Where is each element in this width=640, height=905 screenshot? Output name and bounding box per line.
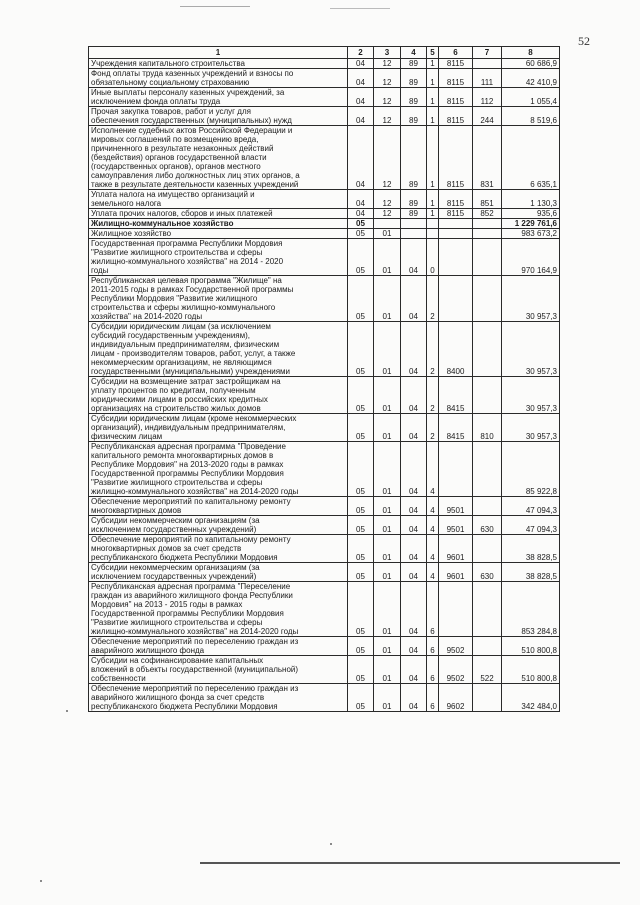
row-subsection: 01 [374,535,401,563]
table-row [89,516,560,535]
row-amount: 85 922,8 [502,442,560,497]
row-expense-type: 630 [473,563,502,582]
row-name: Уплата налога на имущество организаций и земельного налога [89,190,348,209]
row-direction: 9502 [439,637,473,656]
row-direction: 8115 [439,209,473,219]
table-row [89,563,560,582]
table-row [89,209,560,219]
row-subsection: 01 [374,239,401,276]
row-direction: 8115 [439,107,473,126]
row-amount: 983 673,2 [502,229,560,239]
row-direction [439,219,473,229]
row-amount: 510 800,8 [502,656,560,684]
row-expense-type [473,239,502,276]
row-program: 89 [401,59,427,69]
scan-speck [330,843,332,845]
row-subprogram: 1 [427,59,439,69]
row-amount: 47 094,3 [502,516,560,535]
row-section: 04 [348,190,374,209]
row-direction: 9601 [439,535,473,563]
table-row [89,377,560,414]
row-name: Государственная программа Республики Мордовия "Развитие жилищного строительства и сферы жилищно-коммунального хозяйства" на 2014 - 2020 годы [89,239,348,276]
row-program: 89 [401,88,427,107]
row-expense-type [473,582,502,637]
row-subsection: 12 [374,107,401,126]
row-expense-type: 112 [473,88,502,107]
table-row [89,582,560,637]
row-name: Прочая закупка товаров, работ и услуг для обеспечения государственных (муниципальных) нужд [89,107,348,126]
row-subsection: 01 [374,684,401,712]
row-program: 89 [401,69,427,88]
row-subprogram: 6 [427,684,439,712]
table-row [89,219,560,229]
row-section: 05 [348,516,374,535]
row-expense-type [473,59,502,69]
page-number: 52 [578,34,590,48]
column-header-program: 4 [401,47,427,59]
row-subsection: 01 [374,656,401,684]
row-subsection: 12 [374,126,401,190]
scan-artifact-top [180,6,250,7]
row-program: 04 [401,684,427,712]
row-subsection: 01 [374,497,401,516]
table-header-row [89,47,560,59]
column-header-amount: 8 [502,47,560,59]
row-program: 89 [401,107,427,126]
table-row [89,656,560,684]
scan-speck [66,710,68,712]
table-row [89,229,560,239]
row-direction: 8415 [439,377,473,414]
row-amount: 30 957,3 [502,414,560,442]
row-direction [439,442,473,497]
row-program: 04 [401,239,427,276]
row-subprogram [427,219,439,229]
row-section: 05 [348,239,374,276]
row-section: 05 [348,637,374,656]
row-expense-type: 831 [473,126,502,190]
row-direction: 9601 [439,563,473,582]
row-direction: 9501 [439,497,473,516]
row-program: 04 [401,516,427,535]
row-expense-type [473,229,502,239]
row-name: Республиканская целевая программа "Жилище" на 2011-2015 годы в рамках Государственной программы Республики Мордовия "Развитие жилищного строительства и сферы жилищно-коммунального хозяйства" на 2014-2020 годы [89,276,348,322]
row-subsection: 01 [374,582,401,637]
row-section: 04 [348,107,374,126]
row-direction: 9502 [439,656,473,684]
row-subsection: 01 [374,516,401,535]
row-name: Субсидии юридическим лицам (за исключением субсидий государственным учреждениям), индивидуальным предпринимателям, физическим лицам - производителям товаров, работ, услуг, а также некоммерческим организациям, не являющимся государственными (муниципальными) учреждениями [89,322,348,377]
row-expense-type [473,535,502,563]
row-name: Субсидии юридическим лицам (кроме некоммерческих организаций), индивидуальным предпринимателям, физическим лицам [89,414,348,442]
scan-artifact-top-2 [330,8,390,9]
row-program [401,229,427,239]
row-subsection: 01 [374,229,401,239]
row-program: 89 [401,209,427,219]
table-row [89,190,560,209]
row-program: 04 [401,377,427,414]
row-direction: 8115 [439,59,473,69]
row-subsection: 12 [374,69,401,88]
row-subprogram: 2 [427,322,439,377]
row-expense-type: 810 [473,414,502,442]
row-subsection: 01 [374,414,401,442]
row-name: Учреждения капитального строительства [89,59,348,69]
row-amount: 935,6 [502,209,560,219]
row-subsection: 12 [374,209,401,219]
row-subprogram: 1 [427,209,439,219]
row-subsection: 12 [374,88,401,107]
column-header-direction: 6 [439,47,473,59]
table-row [89,442,560,497]
row-direction [439,582,473,637]
column-header-name: 1 [89,47,348,59]
row-subprogram: 4 [427,497,439,516]
row-subprogram: 1 [427,107,439,126]
row-subprogram: 1 [427,190,439,209]
row-direction: 8400 [439,322,473,377]
column-header-subsection: 3 [374,47,401,59]
row-program: 04 [401,535,427,563]
row-name: Обеспечение мероприятий по переселению граждан из аварийного жилищного фонда за счет средств республиканского бюджета Республики Мордовия [89,684,348,712]
row-section: 05 [348,276,374,322]
row-subsection: 01 [374,377,401,414]
row-subsection: 01 [374,563,401,582]
row-program: 89 [401,126,427,190]
row-section: 05 [348,414,374,442]
row-amount: 6 635,1 [502,126,560,190]
row-program: 04 [401,276,427,322]
row-program: 04 [401,322,427,377]
row-direction: 9501 [439,516,473,535]
row-expense-type [473,684,502,712]
row-subprogram [427,229,439,239]
row-name: Субсидии некоммерческим организациям (за исключением государственных учреждений) [89,563,348,582]
row-expense-type [473,322,502,377]
row-subsection: 12 [374,190,401,209]
row-expense-type [473,637,502,656]
row-section: 05 [348,656,374,684]
row-name: Субсидии на возмещение затрат застройщикам на уплату процентов по кредитам, полученным юридическими лицами в российских кредитных организациях на строительство жилых домов [89,377,348,414]
row-subprogram: 0 [427,239,439,276]
row-section: 05 [348,535,374,563]
row-direction: 8415 [439,414,473,442]
row-amount: 1 130,3 [502,190,560,209]
row-name: Фонд оплаты труда казенных учреждений и взносы по обязательному социальному страхованию [89,69,348,88]
row-subprogram: 2 [427,414,439,442]
row-program: 04 [401,563,427,582]
row-expense-type: 244 [473,107,502,126]
row-section: 04 [348,126,374,190]
row-amount: 30 957,3 [502,322,560,377]
row-program: 04 [401,637,427,656]
row-amount: 510 800,8 [502,637,560,656]
row-subsection: 01 [374,442,401,497]
row-section: 05 [348,322,374,377]
row-expense-type: 852 [473,209,502,219]
row-subprogram: 4 [427,516,439,535]
table-row [89,239,560,276]
scan-artifact-bottom [200,862,620,864]
row-subprogram: 4 [427,535,439,563]
row-direction: 8115 [439,69,473,88]
row-program: 04 [401,656,427,684]
row-section: 05 [348,582,374,637]
row-subsection: 01 [374,322,401,377]
row-name: Субсидии некоммерческим организациям (за исключением государственных учреждений) [89,516,348,535]
row-subsection: 01 [374,276,401,322]
row-subprogram: 4 [427,442,439,497]
row-direction: 8115 [439,126,473,190]
row-subprogram: 2 [427,377,439,414]
table-row [89,497,560,516]
budget-table [88,46,560,712]
table-row [89,322,560,377]
row-expense-type [473,497,502,516]
row-name: Обеспечение мероприятий по переселению граждан из аварийного жилищного фонда [89,637,348,656]
row-amount: 8 519,6 [502,107,560,126]
column-header-expense-type: 7 [473,47,502,59]
table-row [89,88,560,107]
row-direction: 8115 [439,190,473,209]
row-section: 05 [348,684,374,712]
table-row [89,126,560,190]
table-row [89,684,560,712]
row-program: 04 [401,442,427,497]
column-header-subprogram: 5 [427,47,439,59]
row-expense-type: 851 [473,190,502,209]
row-amount: 970 164,9 [502,239,560,276]
row-expense-type [473,442,502,497]
row-section: 04 [348,69,374,88]
row-subprogram: 1 [427,126,439,190]
row-amount: 60 686,9 [502,59,560,69]
row-subprogram: 6 [427,656,439,684]
row-section: 05 [348,497,374,516]
row-name: Жилищно-коммунальное хозяйство [89,219,348,229]
row-subprogram: 6 [427,582,439,637]
column-header-section: 2 [348,47,374,59]
row-subprogram: 1 [427,88,439,107]
row-section: 05 [348,442,374,497]
row-section: 04 [348,209,374,219]
row-expense-type: 522 [473,656,502,684]
row-name: Республиканская адресная программа "Переселение граждан из аварийного жилищного фонда Республики Мордовия" на 2013 - 2015 годы в рамках Государственной программы Республики Мордовия "Развитие жилищного строительства и сферы жилищно-коммунального хозяйства" на 2014-2020 годы [89,582,348,637]
row-amount: 38 828,5 [502,535,560,563]
row-amount: 1 055,4 [502,88,560,107]
row-amount: 30 957,3 [502,276,560,322]
row-direction [439,239,473,276]
row-amount: 1 229 761,6 [502,219,560,229]
row-program: 89 [401,190,427,209]
row-amount: 47 094,3 [502,497,560,516]
row-name: Жилищное хозяйство [89,229,348,239]
row-name: Обеспечение мероприятий по капитальному ремонту многоквартирных домов [89,497,348,516]
row-name: Иные выплаты персоналу казенных учреждений, за исключением фонда оплаты труда [89,88,348,107]
row-section: 05 [348,219,374,229]
row-name: Субсидии на софинансирование капитальных вложений в объекты государственной (муниципальной) собственности [89,656,348,684]
row-name: Исполнение судебных актов Российской Федерации и мировых соглашений по возмещению вреда, причиненного в результате незаконных действий (бездействия) органов государственной власти (государственных органов), органов местного самоуправления либо должностных лиц этих органов, а также в результате деятельности казенных учреждений [89,126,348,190]
row-subsection: 01 [374,637,401,656]
row-amount: 42 410,9 [502,69,560,88]
table-row [89,414,560,442]
row-direction: 8115 [439,88,473,107]
row-section: 04 [348,88,374,107]
row-amount: 342 484,0 [502,684,560,712]
row-subprogram: 1 [427,69,439,88]
table-row [89,107,560,126]
row-program: 04 [401,414,427,442]
row-expense-type [473,276,502,322]
row-name: Обеспечение мероприятий по капитальному ремонту многоквартирных домов за счет средств республиканского бюджета Республики Мордовия [89,535,348,563]
table-row [89,535,560,563]
row-program [401,219,427,229]
row-amount: 853 284,8 [502,582,560,637]
row-expense-type: 630 [473,516,502,535]
row-direction: 9602 [439,684,473,712]
table-row [89,69,560,88]
row-program: 04 [401,497,427,516]
row-program: 04 [401,582,427,637]
row-subprogram: 4 [427,563,439,582]
row-expense-type [473,219,502,229]
scan-speck [40,880,42,882]
row-direction [439,276,473,322]
row-name: Уплата прочих налогов, сборов и иных платежей [89,209,348,219]
row-section: 04 [348,59,374,69]
table-row [89,59,560,69]
table-row [89,276,560,322]
row-subprogram: 2 [427,276,439,322]
row-subsection [374,219,401,229]
row-amount: 30 957,3 [502,377,560,414]
row-subprogram: 6 [427,637,439,656]
row-name: Республиканская адресная программа "Проведение капитального ремонта многоквартирных домов в Республике Мордовия" на 2013-2020 годы в рамках Государственной программы Республики Мордовия "Развитие жилищного строительства и сферы жилищно-коммунального хозяйства" на 2014-2020 годы [89,442,348,497]
row-expense-type [473,377,502,414]
row-section: 05 [348,229,374,239]
row-amount: 38 828,5 [502,563,560,582]
row-subsection: 12 [374,59,401,69]
row-expense-type: 111 [473,69,502,88]
row-direction [439,229,473,239]
row-section: 05 [348,563,374,582]
table-row [89,637,560,656]
row-section: 05 [348,377,374,414]
